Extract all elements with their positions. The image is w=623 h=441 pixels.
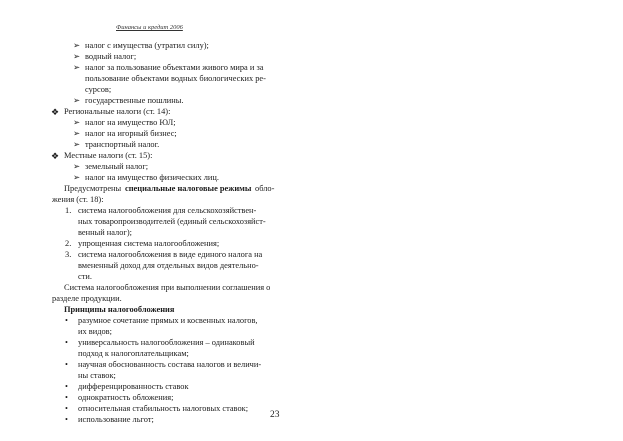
dash-marker: ➢ (73, 96, 81, 105)
dash-marker: ➢ (73, 129, 81, 138)
list-item: налог на имущество физических лиц. (85, 173, 219, 182)
bullet-marker: • (65, 382, 68, 391)
list-item: научная обоснованность состава налогов и величи- (78, 360, 262, 369)
list-item: земельный налог; (85, 162, 149, 171)
bullet-marker: • (65, 415, 68, 424)
bullet-marker: • (65, 338, 68, 347)
list-item: транспортный налог. (85, 140, 160, 149)
section-heading: Региональные налоги (ст. 14): (64, 107, 171, 116)
list-item: использование льгот; (78, 415, 154, 424)
subheading: Принципы налогообложения (64, 305, 175, 314)
page-number: 23 (270, 410, 280, 420)
list-item: дифференцированность ставок (78, 382, 189, 391)
list-number: 3. (65, 250, 72, 259)
list-item: однократность обложения; (78, 393, 174, 402)
dash-marker: ➢ (73, 173, 81, 182)
dash-marker: ➢ (73, 52, 81, 61)
bullet-marker: • (65, 404, 68, 413)
list-item: универсальность налогообложения – одинаковый (78, 338, 255, 347)
diamond-marker: ❖ (51, 107, 60, 117)
list-item-cont: пользование объектами водных биологических ре- (85, 74, 266, 83)
section-heading: Местные налоги (ст. 15): (64, 151, 153, 160)
list-item-cont: ных товаропроизводителей (единый сельскохозяйст- (78, 217, 266, 226)
list-number: 1. (65, 206, 72, 215)
paragraph-text: разделе продукции. (52, 294, 122, 303)
bullet-marker: • (65, 393, 68, 402)
paragraph-text: Предусмотрены (64, 184, 122, 193)
list-item: разумное сочетание прямых и косвенных налогов, (78, 316, 258, 325)
list-item-cont: сти. (78, 272, 92, 281)
list-item: водный налог; (85, 52, 137, 61)
list-number: 2. (65, 239, 72, 248)
paragraph-text: обло- (255, 184, 275, 193)
list-item-cont: вмененный доход для отдельных видов деятельно- (78, 261, 259, 270)
bullet-marker: • (65, 360, 68, 369)
bullet-marker: • (65, 316, 68, 325)
list-item: налог на игорный бизнес; (85, 129, 177, 138)
list-item-cont: их видов; (78, 327, 112, 336)
bold-term: специальные налоговые режимы (125, 184, 252, 193)
list-item: система налогообложения в виде единого налога на (78, 250, 263, 259)
paragraph-text: жения (ст. 18): (52, 195, 104, 204)
dash-marker: ➢ (73, 140, 81, 149)
dash-marker: ➢ (73, 41, 81, 50)
list-item: налог с имущества (утратил силу); (85, 41, 209, 50)
list-item: налог за пользование объектами живого мира и за (85, 63, 264, 72)
list-item: упрощенная система налогообложения; (78, 239, 220, 248)
list-item-cont: сурсов; (85, 85, 112, 94)
list-item: государственные пошлины. (85, 96, 184, 105)
list-item: относительная стабильность налоговых ставок; (78, 404, 249, 413)
dash-marker: ➢ (73, 63, 81, 72)
dash-marker: ➢ (73, 118, 81, 127)
list-item-cont: венный налог); (78, 228, 132, 237)
list-item: система налогообложения для сельскохозяйствен- (78, 206, 257, 215)
dash-marker: ➢ (73, 162, 81, 171)
list-item: налог на имущество ЮЛ; (85, 118, 176, 127)
list-item-cont: ны ставок; (78, 371, 116, 380)
paragraph-text: Система налогообложения при выполнении соглашения о (64, 283, 271, 292)
running-header: Финансы и кредит 2006 (116, 24, 183, 31)
list-item-cont: подход к налогоплательщикам; (78, 349, 189, 358)
diamond-marker: ❖ (51, 151, 60, 161)
